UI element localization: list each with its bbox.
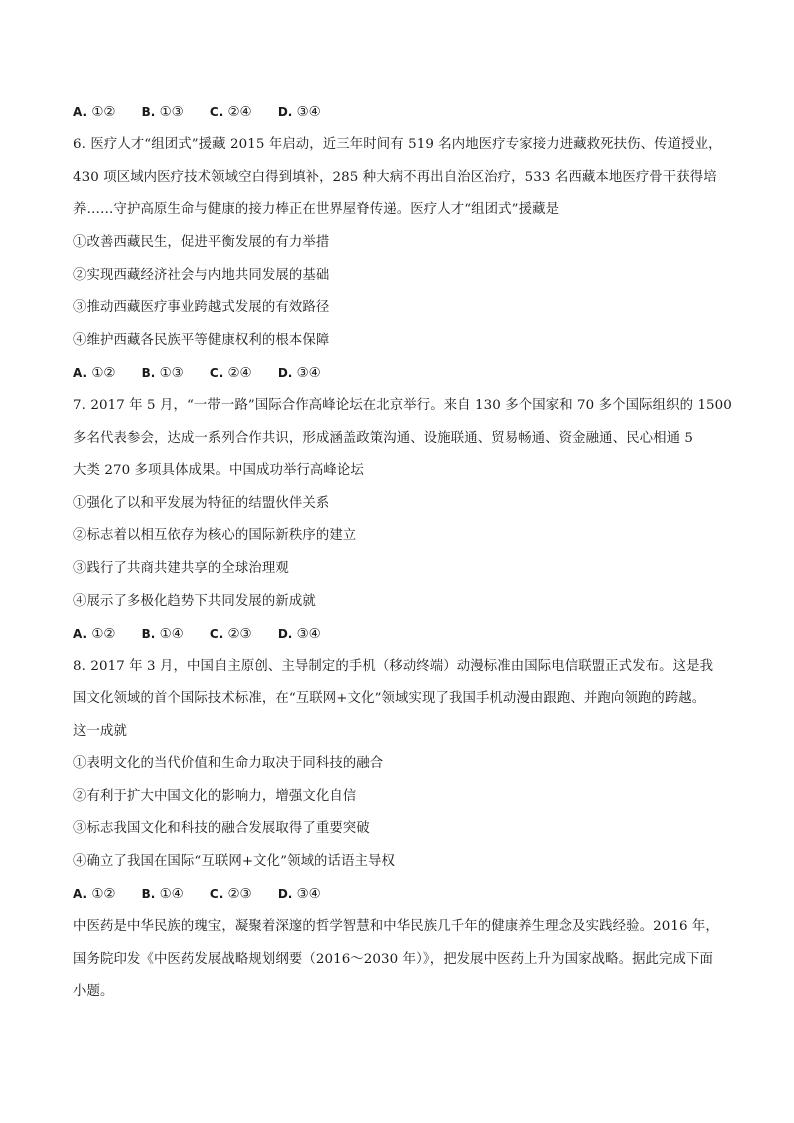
- q7-option-d[interactable]: D. ③④: [277, 627, 321, 642]
- q8-option-d[interactable]: D. ③④: [277, 887, 321, 902]
- q7-stem-line-3: 大类 270 多项具体成果。中国成功举行高峰论坛: [73, 463, 364, 478]
- q5-option-b[interactable]: B. ①③: [141, 105, 184, 120]
- q6-statement-3: ③推动西藏医疗事业跨越式发展的有效路径: [73, 300, 330, 315]
- q5-option-d[interactable]: D. ③④: [277, 105, 321, 120]
- q6-statement-2: ②实现西藏经济社会与内地共同发展的基础: [73, 268, 330, 283]
- q8-statement-2: ②有利于扩大中国文化的影响力，增强文化自信: [73, 789, 357, 804]
- q8-stem-line-3: 这一成就: [73, 724, 127, 739]
- q8-stem-line-2: 国文化领域的首个国际技术标准，在“互联网+文化”领域实现了我国手机动漫由跟跑、并跑向领跑的跨越。: [73, 691, 706, 706]
- q6-option-b[interactable]: B. ①③: [141, 366, 184, 381]
- q8-statement-1: ①表明文化的当代价值和生命力取决于同科技的融合: [73, 756, 384, 771]
- q8-options: [73, 885, 343, 904]
- q7-stem-line-1: 7. 2017 年 5 月，“一带一路”国际合作高峰论坛在北京举行。来自 130 多个国家和 70 多个国际组织的 1500: [73, 398, 732, 413]
- q6-stem-line-2: 430 项区域内医疗技术领域空白得到填补，285 种大病不再出自治区治疗，533 名西藏本地医疗骨干获得培: [73, 170, 717, 185]
- q7-option-a[interactable]: A. ①②: [73, 627, 116, 642]
- q5-option-a[interactable]: A. ①②: [73, 105, 116, 120]
- q6-stem-line-3: 养……守护高原生命与健康的接力棒正在世界屋脊传递。医疗人才“组团式”援藏是: [73, 202, 560, 217]
- q8-stem-line-1: 8. 2017 年 3 月，中国自主原创、主导制定的手机（移动终端）动漫标准由国际电信联盟正式发布。这是我: [73, 659, 714, 674]
- q7-stem-line-2: 多名代表参会，达成一系列合作共识，形成涵盖政策沟通、设施联通、贸易畅通、资金融通、民心相通 5: [73, 431, 694, 446]
- q6-stem-line-1: 6. 医疗人才“组团式”援藏 2015 年启动，近三年时间有 519 名内地医疗专家接力进藏救死扶伤、传道授业，: [73, 137, 722, 152]
- q6-statement-1: ①改善西藏民生，促进平衡发展的有力举措: [73, 235, 330, 250]
- q7-options: [73, 625, 343, 644]
- q6-option-d[interactable]: D. ③④: [277, 366, 321, 381]
- q6-statement-4: ④维护西藏各民族平等健康权利的根本保障: [73, 333, 330, 348]
- q7-option-b[interactable]: B. ①④: [141, 627, 184, 642]
- q6-option-a[interactable]: A. ①②: [73, 366, 116, 381]
- q7-option-c[interactable]: C. ②③: [209, 627, 252, 642]
- q6-options: [73, 364, 343, 383]
- q8-option-c[interactable]: C. ②③: [209, 887, 252, 902]
- q5-options: [73, 103, 343, 122]
- material-line-2: 国务院印发《中医药发展战略规划纲要（2016～2030 年）》，把发展中医药上升为国家战略。据此完成下面: [73, 952, 714, 967]
- q5-option-c[interactable]: C. ②④: [209, 105, 252, 120]
- material-line-1: 中医药是中华民族的瑰宝，凝聚着深邃的哲学智慧和中华民族几千年的健康养生理念及实践经验。2016 年，: [73, 919, 719, 934]
- q8-option-a[interactable]: A. ①②: [73, 887, 116, 902]
- q6-option-c[interactable]: C. ②④: [209, 366, 252, 381]
- q8-option-b[interactable]: B. ①④: [141, 887, 184, 902]
- q7-statement-4: ④展示了多极化趋势下共同发展的新成就: [73, 594, 316, 609]
- q7-statement-3: ③践行了共商共建共享的全球治理观: [73, 561, 289, 576]
- q7-statement-1: ①强化了以和平发展为特征的结盟伙伴关系: [73, 496, 330, 511]
- q8-statement-3: ③标志我国文化和科技的融合发展取得了重要突破: [73, 821, 370, 836]
- material-line-3: 小题。: [73, 984, 114, 999]
- q7-statement-2: ②标志着以相互依存为核心的国际新秩序的建立: [73, 528, 357, 543]
- q8-statement-4: ④确立了我国在国际“互联网+文化”领域的话语主导权: [73, 854, 396, 869]
